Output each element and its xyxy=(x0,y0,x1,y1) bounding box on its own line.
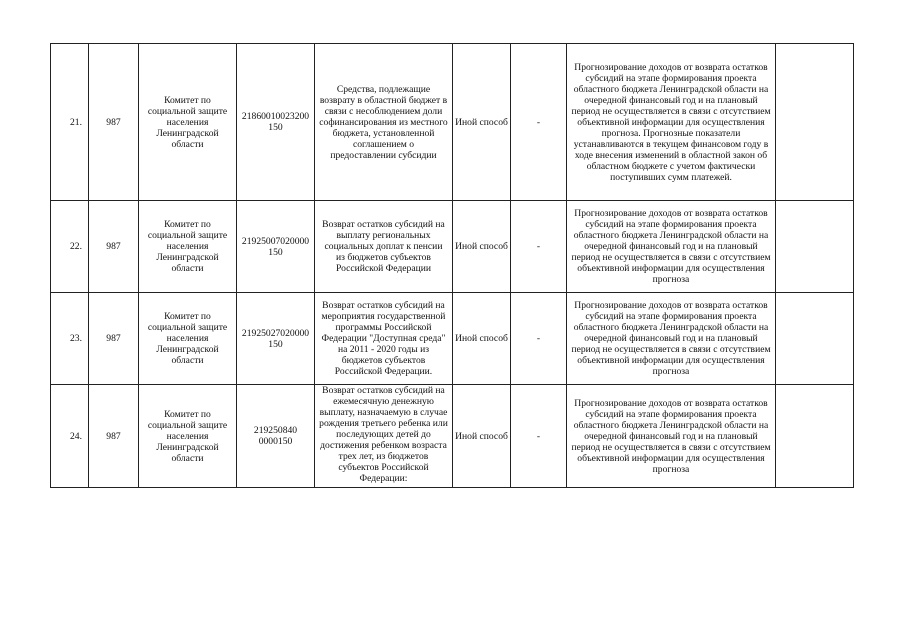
formula: - xyxy=(511,293,567,385)
empty-cell xyxy=(776,44,854,201)
administrator-name: Комитет по социальной защите населения Ленинградской области xyxy=(139,201,237,293)
admin-code: 987 xyxy=(89,293,139,385)
budget-classification-code: 21860010023200 150 xyxy=(237,44,315,201)
formula: - xyxy=(511,201,567,293)
formula: - xyxy=(511,385,567,488)
table-row xyxy=(51,201,854,293)
table-row xyxy=(51,385,854,488)
forecast-method: Иной способ xyxy=(453,44,511,201)
revenue-name: Возврат остатков субсидий на ежемесячную денежную выплату, назначаемую в случае рождения третьего ребенка или последующих детей до достижения ребенком возраста трех лет, из бюджетов субъектов Российской Федерации: xyxy=(315,385,453,488)
forecast-method: Иной способ xyxy=(453,385,511,488)
row-number: 24. xyxy=(51,385,89,488)
empty-cell xyxy=(776,201,854,293)
admin-code: 987 xyxy=(89,44,139,201)
admin-code: 987 xyxy=(89,385,139,488)
revenue-name: Средства, подлежащие возврату в областной бюджет в связи с несоблюдением доли софинансирования из местного бюджета, установленной соглашением о предоставлении субсидии xyxy=(315,44,453,201)
row-number: 22. xyxy=(51,201,89,293)
admin-code: 987 xyxy=(89,201,139,293)
budget-classification-code: 21925027020000 150 xyxy=(237,293,315,385)
method-description: Прогнозирование доходов от возврата остатков субсидий на этапе формирования проекта областного бюджета Ленинградской области на очередной финансовый год и на плановый период не осуществляется в связи с отсутствием объективной информации для осуществления прогноза xyxy=(567,293,776,385)
forecast-method: Иной способ xyxy=(453,201,511,293)
method-description: Прогнозирование доходов от возврата остатков субсидий на этапе формирования проекта областного бюджета Ленинградской области на очередной финансовый год и на плановый период не осуществляется в связи с отсутствием объективной информации для осуществления прогноза xyxy=(567,385,776,488)
row-number: 21. xyxy=(51,44,89,201)
budget-classification-code: 219250840 0000150 xyxy=(237,385,315,488)
administrator-name: Комитет по социальной защите населения Ленинградской области xyxy=(139,385,237,488)
empty-cell xyxy=(776,293,854,385)
table-row xyxy=(51,44,854,201)
forecast-method: Иной способ xyxy=(453,293,511,385)
revenue-name: Возврат остатков субсидий на мероприятия государственной программы Российской Федерации "Доступная среда" на 2011 - 2020 годы из бюджетов субъектов Российской Федерации. xyxy=(315,293,453,385)
row-number: 23. xyxy=(51,293,89,385)
revenue-forecast-table xyxy=(50,43,854,488)
revenue-name: Возврат остатков субсидий на выплату региональных социальных доплат к пенсии из бюджетов субъектов Российской Федерации xyxy=(315,201,453,293)
administrator-name: Комитет по социальной защите населения Ленинградской области xyxy=(139,293,237,385)
empty-cell xyxy=(776,385,854,488)
method-description: Прогнозирование доходов от возврата остатков субсидий на этапе формирования проекта областного бюджета Ленинградской области на очередной финансовый год и на плановый период не осуществляется в связи с отсутствием объективной информации для осуществления прогноза xyxy=(567,201,776,293)
formula: - xyxy=(511,44,567,201)
budget-classification-code: 21925007020000 150 xyxy=(237,201,315,293)
table-row xyxy=(51,293,854,385)
method-description: Прогнозирование доходов от возврата остатков субсидий на этапе формирования проекта областного бюджета Ленинградской области на очередной финансовый год и на плановый период не осуществляется в связи с отсутствием объективной информации для осуществления прогноза. Прогнозные показатели устанавливаются в текущем финансовом году в ходе внесения изменений в областной закон об областном бюджете с учетом фактически поступивших сумм платежей. xyxy=(567,44,776,201)
administrator-name: Комитет по социальной защите населения Ленинградской области xyxy=(139,44,237,201)
